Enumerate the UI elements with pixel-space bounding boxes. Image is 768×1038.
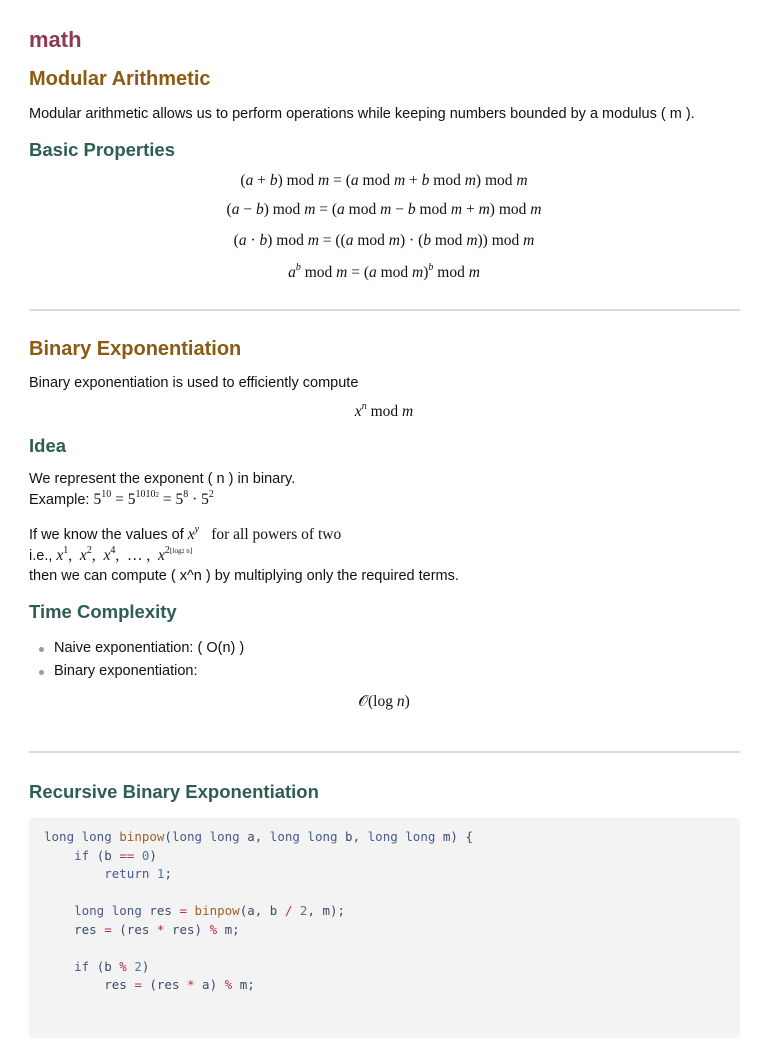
code-line: if (b % 2) — [74, 958, 150, 974]
section-heading-binary-exponentiation: Binary Exponentiation — [29, 338, 242, 360]
idea-known-values: If we know the values of $x^y$ for all powers of two — [29, 524, 342, 543]
code-block — [29, 818, 740, 1038]
formula-addition: (a + b) mod m = (a mod m + b mod m) mod m — [240, 172, 528, 189]
modular-intro-text: Modular arithmetic allows us to perform operations while keeping numbers bounded by a modulus ( m ). — [29, 106, 695, 122]
page-title: math — [29, 27, 82, 52]
formula-log-n: 𝒪(log n) — [358, 693, 410, 710]
formula-xn-mod-m: $x^n$ mod m — [354, 401, 414, 420]
code-line: res = (res * res) % m; — [44, 921, 240, 937]
subheading-idea: Idea — [29, 435, 67, 456]
code-line: long long res = binpow(a, b / 2, m); — [74, 903, 346, 918]
code-line: if (b == 0) — [74, 847, 157, 863]
formula-power: $a^b$ mod m = (a mod m)$^b$ mod m — [288, 262, 480, 281]
formula-subtraction: (a − b) mod m = (a mod m − b mod m + m) mod m — [226, 201, 542, 218]
divider — [29, 309, 740, 311]
idea-example: Example: $5^{10} = 5^{10102} = 5^8 \cdot 5^2$ — [29, 489, 214, 508]
binary-intro-text: Binary exponentiation is used to efficiently compute — [29, 375, 359, 391]
code-line: long long binpow(long long a, long long b, long long m) { — [44, 829, 474, 844]
code-line: return 1; — [104, 866, 172, 881]
section-heading-modular-arithmetic: Modular Arithmetic — [29, 68, 211, 90]
subheading-time-complexity: Time Complexity — [29, 601, 177, 622]
idea-line-binary: We represent the exponent ( n ) in binary. — [29, 471, 296, 487]
idea-compute-line: then we can compute ( x^n ) by multiplying only the required terms. — [29, 568, 459, 584]
formula-multiplication: (a · b) mod m = ((a mod m) · (b mod m)) mod m — [233, 232, 535, 249]
code-line: res = (res * a) % m; — [44, 977, 255, 992]
complexity-list — [29, 637, 244, 683]
idea-powers-list: i.e., $x^1$, $x^2$, $x^4$, … , $x^{2⌊log2 n⌋}$ — [29, 545, 193, 564]
list-item: Binary exponentiation: — [29, 660, 244, 683]
list-item: Naive exponentiation: ( O(n) ) — [29, 637, 244, 660]
divider — [29, 751, 740, 753]
subheading-basic-properties: Basic Properties — [29, 139, 176, 160]
subheading-recursive-binary-exponentiation: Recursive Binary Exponentiation — [29, 781, 319, 802]
